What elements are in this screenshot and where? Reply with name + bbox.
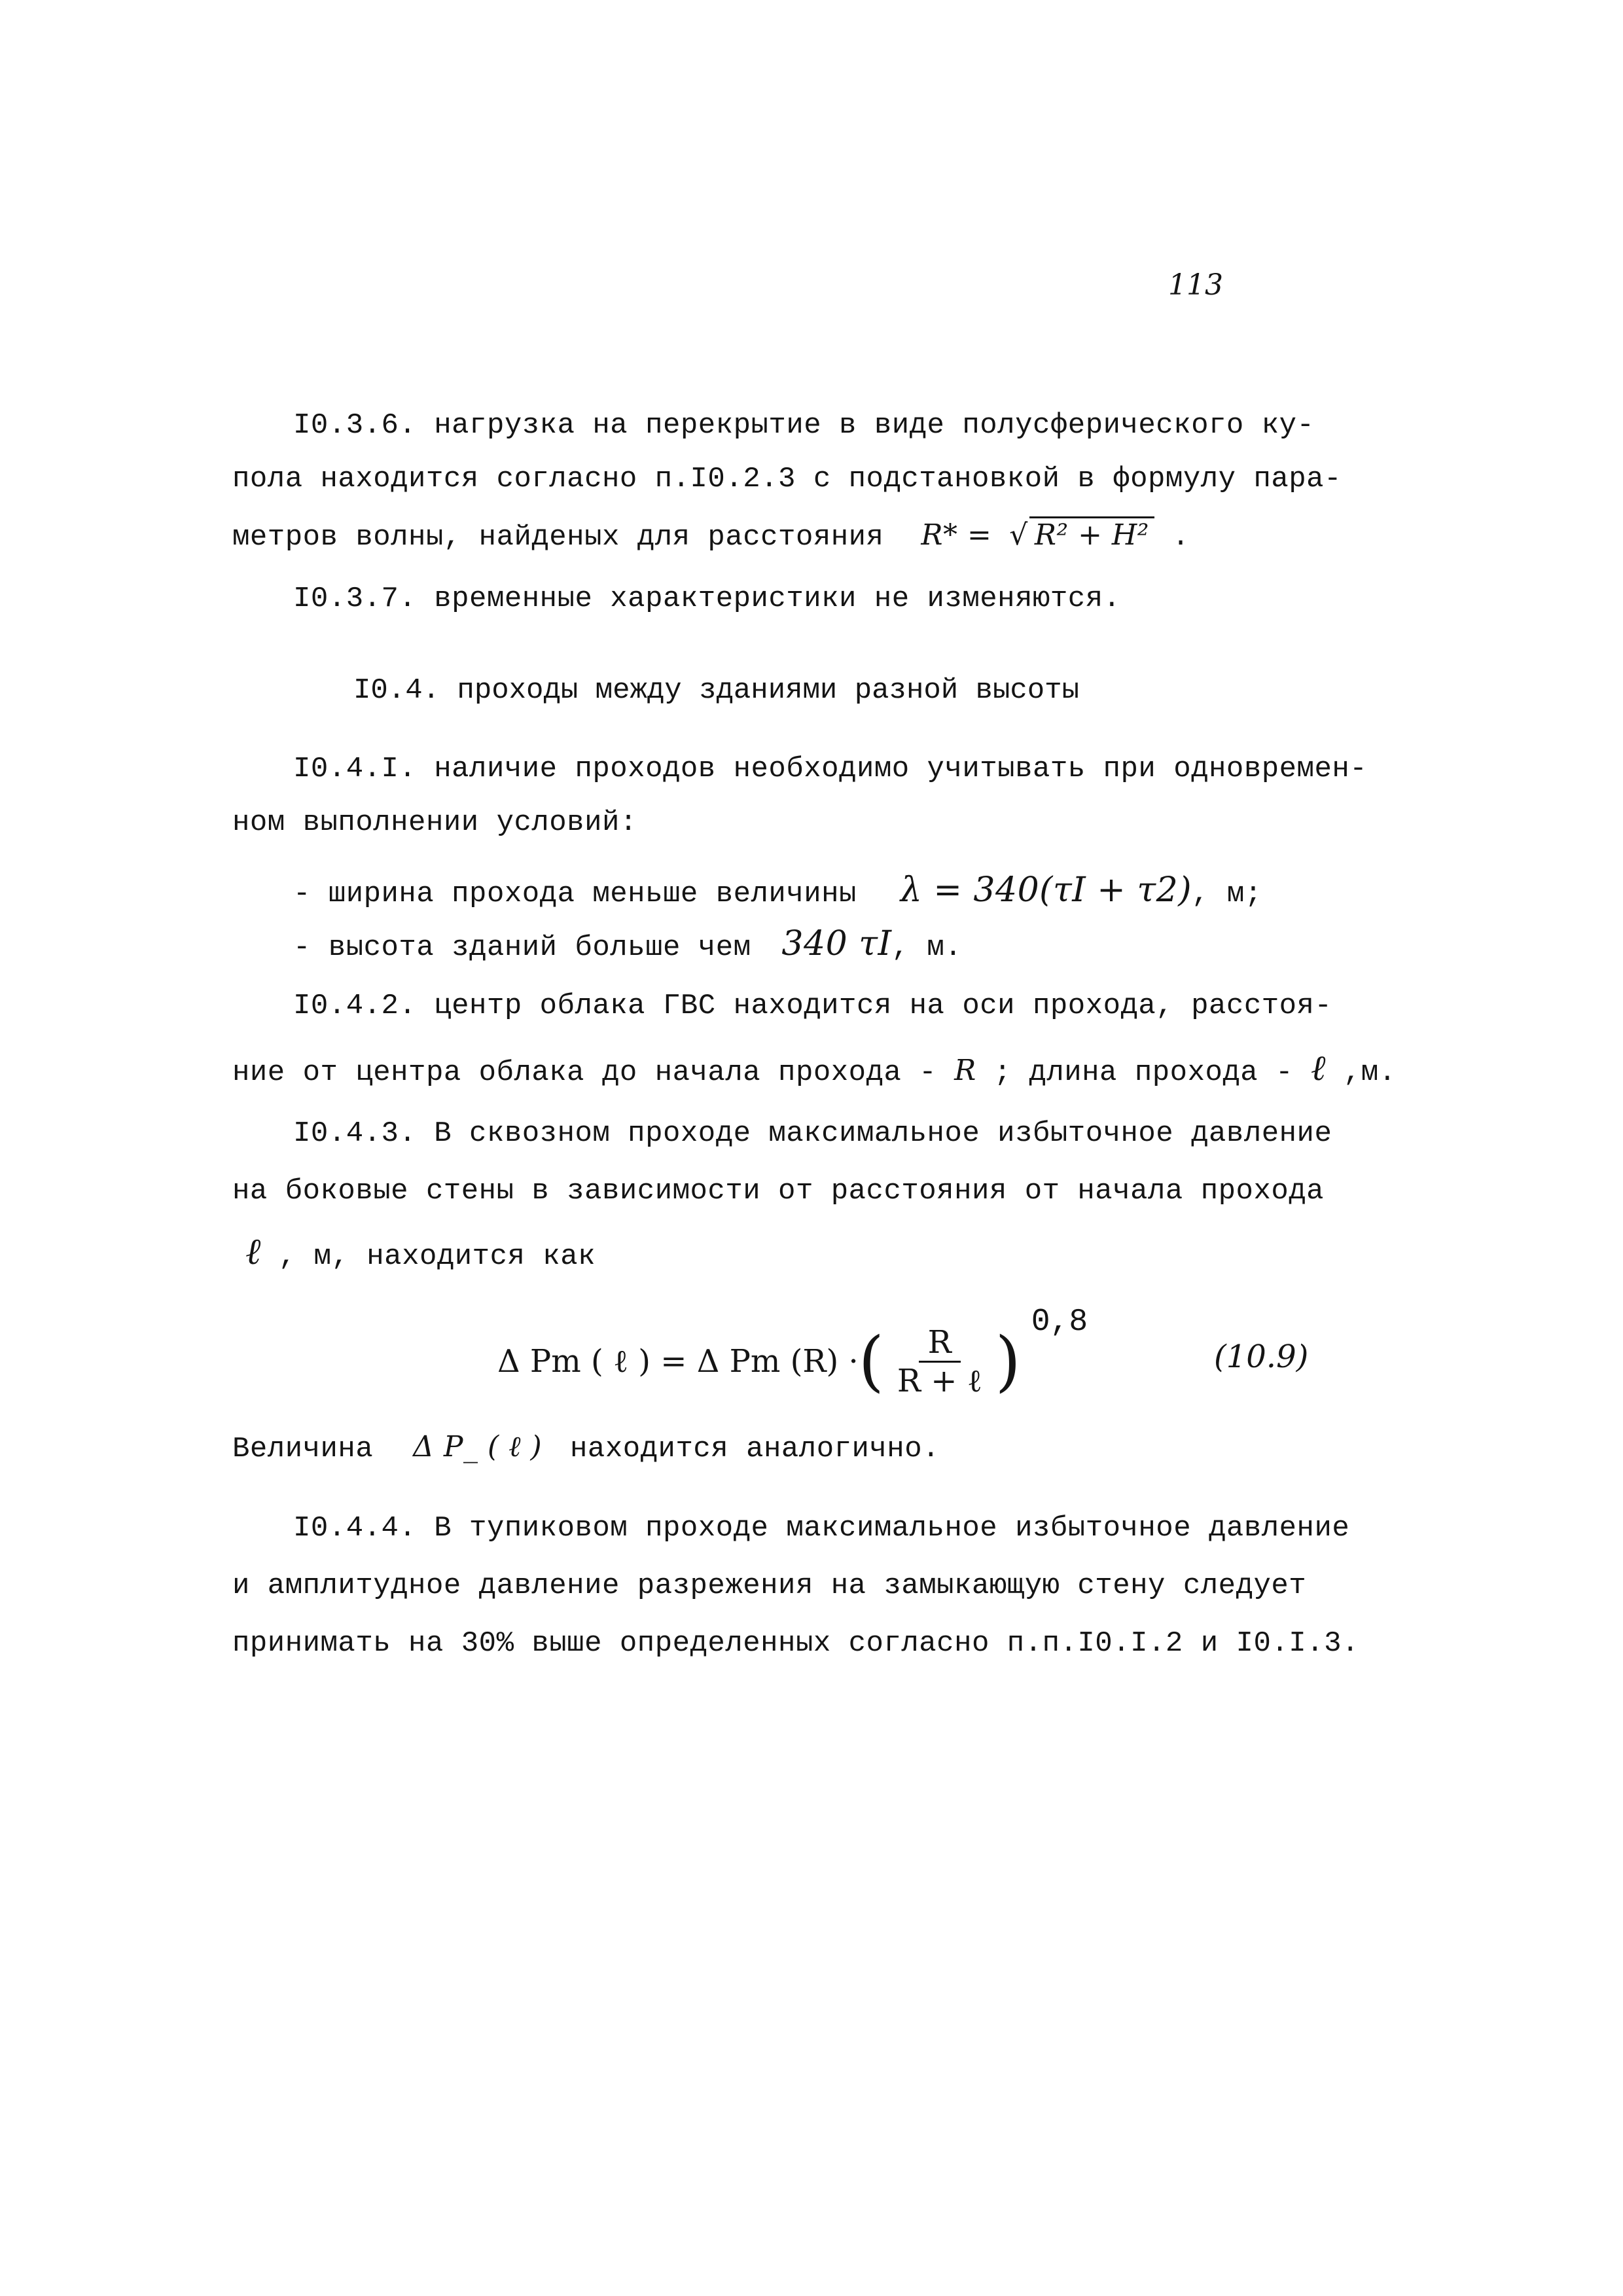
paragraph-10-3-6-line-3-end: . [1171,521,1190,554]
after-formula-symbol: Δ P_ ( ℓ ) [413,1430,543,1463]
paragraph-10-4-2-line-2-b: ; длина прохода - [993,1056,1293,1089]
paragraph-10-4-2-line-2-a: ние от центра облака до начала прохода - [232,1056,937,1089]
paragraph-10-4-2-line-2 [232,1047,1397,1089]
paragraph-10-3-6-line-3-text: метров волны, найденых для расстояния [232,521,884,554]
condition-height-formula: 340 τI [781,924,892,963]
paragraph-10-4-3-line-3 [245,1230,596,1273]
distance-formula-radicand: R² + H² [1029,516,1154,552]
formula-10-9 [497,1304,1088,1407]
condition-height-text: - высота зданий больше чем [293,931,751,964]
page-number: 113 [1168,268,1223,302]
condition-width-text: - ширина прохода меньше величины [293,878,857,910]
condition-width-formula: λ = 340(τI + τ2) [900,870,1192,910]
paragraph-10-4-4-line-1: I0.4.4. В тупиковом проходе максимальное избыточное давление [293,1512,1350,1545]
paragraph-10-4-4-line-3: принимать на 30% выше определенных согласно п.п.I0.I.2 и I0.I.3. [232,1627,1359,1660]
paragraph-10-4-3-line-3-text: , м, находится как [278,1240,596,1273]
formula-number: (10.9) [1214,1338,1309,1375]
condition-height [293,924,962,964]
condition-width-unit: , м; [1192,878,1262,910]
formula-lhs: Δ Pm ( ℓ ) = Δ Pm (R) · [497,1343,859,1380]
formula-fraction [888,1324,991,1399]
after-formula-text-a: Величина [232,1433,374,1465]
condition-width [293,870,1262,910]
paragraph-10-4-1-line-1: I0.4.I. наличие проходов необходимо учитывать при одновремен- [293,753,1368,785]
paragraph-10-3-6-line-1: I0.3.6. нагрузка на перекрытие в виде полусферического ку- [293,409,1315,442]
condition-height-unit: , м. [891,931,963,964]
paragraph-10-4-3-line-1: I0.4.3. В сквозном проходе максимальное избыточное давление [293,1117,1332,1150]
distance-formula-lhs: R* = [921,518,992,552]
formula-denominator: R + ℓ [897,1362,982,1399]
paragraph-10-4-2-line-1: I0.4.2. центр облака ГВС находится на оси прохода, расстоя- [293,990,1332,1022]
formula-numerator: R [919,1324,961,1363]
symbol-l-distance: ℓ [245,1230,261,1273]
paragraph-10-4-1-line-2: ном выполнении условий: [232,806,637,839]
symbol-l: ℓ [1310,1047,1326,1088]
formula-close-paren: ) [995,1323,1021,1399]
symbol-R: R [954,1054,976,1087]
after-formula-text-b: находится аналогично. [570,1433,940,1465]
paragraph-10-4-2-line-2-c: ,м. [1343,1056,1397,1089]
paragraph-10-4-4-line-2: и амплитудное давление разрежения на замыкающую стену следует [232,1570,1307,1602]
paragraph-10-3-6-line-2: пола находится согласно п.I0.2.3 с подстановкой в формулу пара- [232,463,1342,495]
paragraph-10-3-7: I0.3.7. временные характеристики не изменяются. [293,583,1121,615]
formula-open-paren: ( [858,1323,884,1399]
section-heading-10-4: I0.4. проходы между зданиями разной высоты [353,674,1079,707]
sqrt-symbol: √ [1009,518,1028,552]
formula-exponent: 0,8 [1031,1304,1088,1340]
paragraph-10-3-6-line-3 [232,516,1190,554]
paragraph-after-formula [232,1430,940,1465]
paragraph-10-4-3-line-2: на боковые стены в зависимости от расстояния от начала прохода [232,1175,1325,1208]
